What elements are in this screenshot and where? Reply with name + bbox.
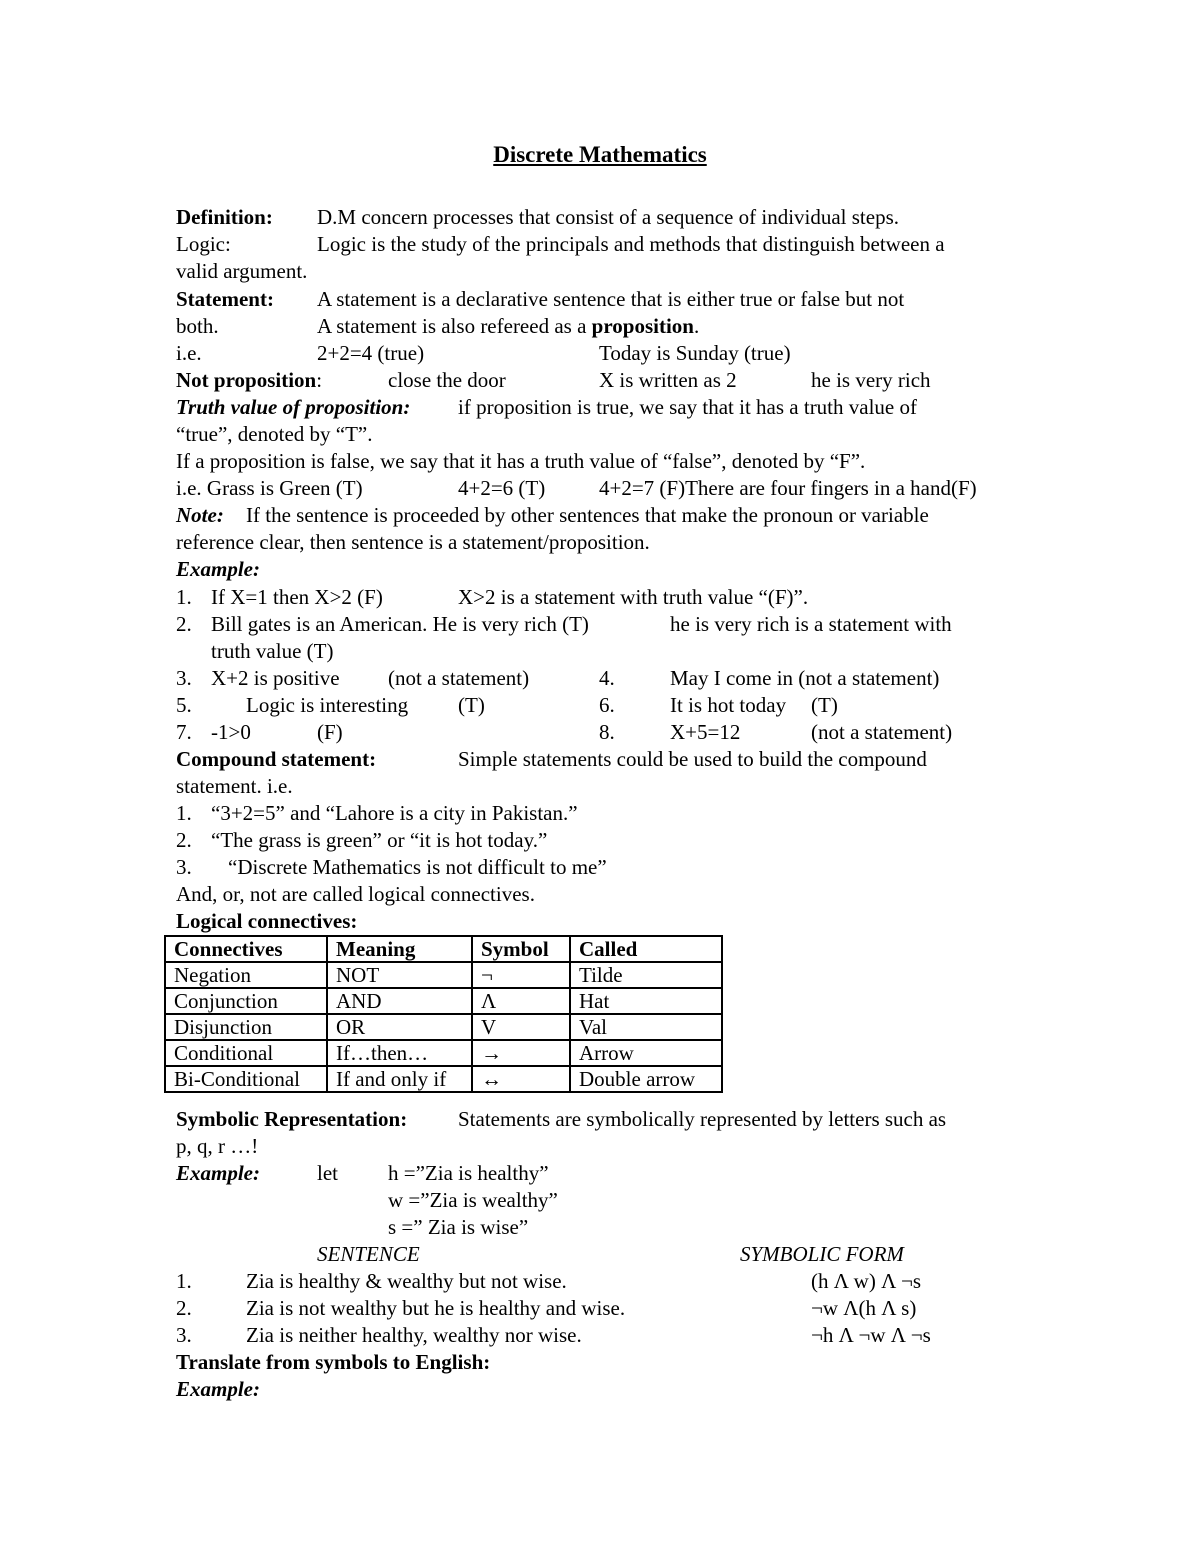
table-cell: Negation xyxy=(165,962,327,988)
let-s: s =” Zia is wise” xyxy=(388,1215,529,1239)
statement-text-2: A statement is also refereed as a proposition. xyxy=(317,314,700,338)
table-cell: OR xyxy=(327,1014,472,1040)
example-5-6: 5. Logic is interesting (T) 6. It is hot today (T) xyxy=(176,693,838,717)
table-cell: Hat xyxy=(570,988,722,1014)
table-cell: NOT xyxy=(327,962,472,988)
statement-line-2 xyxy=(176,313,700,340)
table-row xyxy=(165,1066,722,1092)
statement-text: A statement is a declarative sentence that is either true or false but not xyxy=(317,287,905,311)
ie2-example-3: 4+2=7 (F)There are four fingers in a hand(F) xyxy=(599,476,977,500)
logic-text-cont: valid argument. xyxy=(176,259,308,283)
ie2-example-2: 4+2=6 (T) xyxy=(458,476,546,500)
note-text-2: reference clear, then sentence is a statement/proposition. xyxy=(176,530,650,554)
table-cell: Conditional xyxy=(165,1040,327,1066)
truth-value-text-2: “true”, denoted by “T”. xyxy=(176,422,373,446)
example-3-4: 3. X+2 is positive (not a statement) 4. May I come in (not a statement) xyxy=(176,666,940,690)
definition-label: Definition: xyxy=(176,205,273,229)
connectives-heading: Logical connectives: xyxy=(176,909,358,933)
example-2-cont: truth value (T) xyxy=(211,639,334,663)
logic-text: Logic is the study of the principals and methods that distinguish between a xyxy=(317,232,945,256)
truth-value-label: Truth value of proposition: xyxy=(176,395,411,419)
symbolic-text-2: p, q, r …! xyxy=(176,1134,259,1158)
page-title: Discrete Mathematics xyxy=(493,142,707,167)
table-cell: Bi-Conditional xyxy=(165,1066,327,1092)
logic-label: Logic: xyxy=(176,232,231,256)
table-cell: Conjunction xyxy=(165,988,327,1014)
compound-item-1: 1. “3+2=5” and “Lahore is a city in Pakistan.” xyxy=(176,801,578,825)
table-cell: Val xyxy=(570,1014,722,1040)
not-prop-example-3: he is very rich xyxy=(811,368,931,392)
compound-line xyxy=(176,746,927,773)
symbolic-text: Statements are symbolically represented by letters such as xyxy=(458,1107,947,1131)
note-line xyxy=(176,502,929,529)
compound-item-2: 2. “The grass is green” or “it is hot today.” xyxy=(176,828,548,852)
table-header-cell: Meaning xyxy=(327,936,472,962)
not-proposition-line: Not proposition: close the door X is written as 2 he is very rich xyxy=(176,368,931,392)
symbolic-form-header: SYMBOLIC FORM xyxy=(740,1242,904,1266)
sentence-header: SENTENCE xyxy=(317,1242,420,1266)
table-cell: Disjunction xyxy=(165,1014,327,1040)
proposition-term: proposition xyxy=(591,314,694,338)
table-cell: If…then… xyxy=(327,1040,472,1066)
truth-value-text: if proposition is true, we say that it has a truth value of xyxy=(458,395,917,419)
table-cell: Arrow xyxy=(570,1040,722,1066)
translate-heading: Translate from symbols to English: xyxy=(176,1350,491,1374)
table-header-cell: Symbol xyxy=(472,936,570,962)
ie-line-1 xyxy=(176,340,791,367)
note-text: If the sentence is proceeded by other sentences that make the pronoun or variable xyxy=(246,503,929,527)
table-header-cell: Called xyxy=(570,936,722,962)
table-cell: Tilde xyxy=(570,962,722,988)
table-row xyxy=(165,988,722,1014)
table-cell: → xyxy=(472,1040,570,1066)
compound-closing: And, or, not are called logical connectives. xyxy=(176,882,535,906)
example-2: 2. Bill gates is an American. He is very rich (T) he is very rich is a statement with xyxy=(176,612,952,636)
definition-line xyxy=(176,204,900,231)
table-cell: Λ xyxy=(472,988,570,1014)
ie-line-2 xyxy=(176,475,977,502)
not-proposition-label: Not proposition xyxy=(176,368,317,392)
table-cell: If and only if xyxy=(327,1066,472,1092)
logic-line xyxy=(176,231,945,258)
definition-text: D.M concern processes that consist of a sequence of individual steps. xyxy=(317,205,900,229)
symbolic-label: Symbolic Representation: xyxy=(176,1107,408,1131)
let-h: h =”Zia is healthy” xyxy=(388,1161,549,1185)
let-w: w =”Zia is wealthy” xyxy=(388,1188,558,1212)
sentence-row: 3. Zia is neither healthy, wealthy nor wise. ¬h Λ ¬w Λ ¬s xyxy=(176,1323,931,1347)
example-7-8: 7. -1>0 (F) 8. X+5=12 (not a statement) xyxy=(176,720,953,744)
statement-line xyxy=(176,286,905,313)
example-label: Example: xyxy=(176,557,260,581)
symbolic-line xyxy=(176,1106,947,1133)
ie-example-1: 2+2=4 (true) xyxy=(317,341,425,365)
example2-line: Example: let h =”Zia is healthy” xyxy=(176,1161,549,1185)
example2-label: Example: xyxy=(176,1161,260,1185)
compound-text: Simple statements could be used to build the compound xyxy=(458,747,927,771)
table-cell: Double arrow xyxy=(570,1066,722,1092)
ie-label: i.e. xyxy=(176,341,202,365)
table-header-row xyxy=(165,936,722,962)
compound-item-3: 3. “Discrete Mathematics is not difficult to me” xyxy=(176,855,607,879)
truth-value-line xyxy=(176,394,917,421)
sentence-row: 1. Zia is healthy & wealthy but not wise. (h Λ w) Λ ¬s xyxy=(176,1269,922,1293)
table-header-cell: Connectives xyxy=(165,936,327,962)
table-cell: AND xyxy=(327,988,472,1014)
table-cell: V xyxy=(472,1014,570,1040)
example-1: 1. If X=1 then X>2 (F) X>2 is a statement with truth value “(F)”. xyxy=(176,585,809,609)
ie-example-2: Today is Sunday (true) xyxy=(599,341,791,365)
note-label: Note: xyxy=(176,503,224,527)
table-cell: ↔ xyxy=(472,1066,570,1092)
not-prop-example-1: close the door xyxy=(388,368,506,392)
truth-value-text-3: If a proposition is false, we say that it has a truth value of “false”, denoted by “F”. xyxy=(176,449,866,473)
table-row xyxy=(165,1014,722,1040)
statement-label: Statement: xyxy=(176,287,274,311)
sentence-row: 2. Zia is not wealthy but he is healthy and wise. ¬w Λ(h Λ s) xyxy=(176,1296,917,1320)
example3-label: Example: xyxy=(176,1377,260,1401)
table-cell: ¬ xyxy=(472,962,570,988)
table-row xyxy=(165,1040,722,1066)
compound-text-2: statement. i.e. xyxy=(176,774,293,798)
table-row xyxy=(165,962,722,988)
compound-label: Compound statement: xyxy=(176,747,377,771)
not-prop-example-2: X is written as 2 xyxy=(599,368,737,392)
ie2-example-1: i.e. Grass is Green (T) xyxy=(176,476,363,500)
connectives-table xyxy=(164,935,723,1093)
statement-both: both. xyxy=(176,314,219,338)
